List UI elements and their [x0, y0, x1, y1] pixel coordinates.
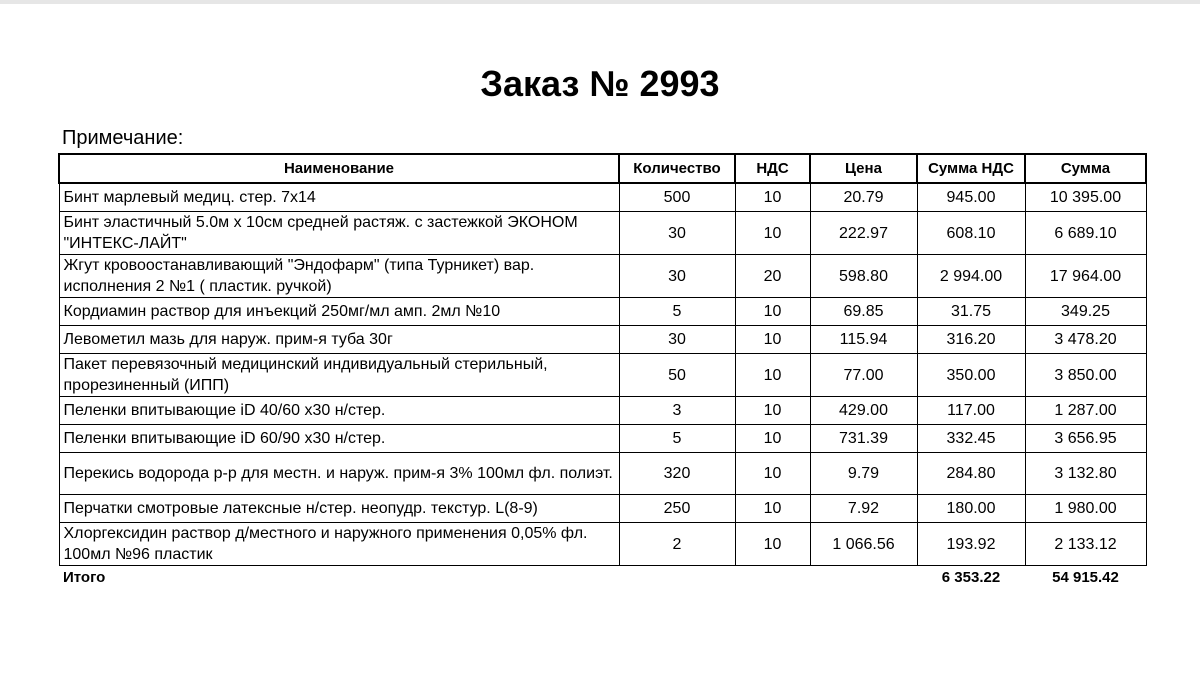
- cell-sum: 3 656.95: [1025, 425, 1146, 453]
- cell-sum: 1 980.00: [1025, 495, 1146, 523]
- cell-price: 598.80: [810, 255, 917, 298]
- cell-sum: 10 395.00: [1025, 183, 1146, 212]
- cell-sum: 2 133.12: [1025, 523, 1146, 566]
- cell-name: Хлоргексидин раствор д/местного и наружного применения 0,05% фл. 100мл №96 пластик: [59, 523, 619, 566]
- cell-name: Пеленки впитывающие iD 60/90 х30 н/стер.: [59, 425, 619, 453]
- table-row: [59, 183, 1146, 212]
- cell-vat-sum: 350.00: [917, 354, 1025, 397]
- cell-vat: 10: [735, 326, 810, 354]
- cell-vat-sum: 284.80: [917, 453, 1025, 495]
- table-row: [59, 523, 1146, 566]
- cell-quantity: 250: [619, 495, 735, 523]
- cell-vat-sum: 193.92: [917, 523, 1025, 566]
- header-quantity: Количество: [619, 154, 735, 183]
- header-price: Цена: [810, 154, 917, 183]
- cell-sum: 3 850.00: [1025, 354, 1146, 397]
- cell-vat: 10: [735, 495, 810, 523]
- cell-price: 1 066.56: [810, 523, 917, 566]
- cell-name: Пеленки впитывающие iD 40/60 х30 н/стер.: [59, 397, 619, 425]
- cell-quantity: 2: [619, 523, 735, 566]
- total-empty-cell: [810, 566, 917, 589]
- table-header-row: [59, 154, 1146, 183]
- header-name: Наименование: [59, 154, 619, 183]
- note-label: Примечание:: [62, 127, 184, 149]
- table-row: [59, 453, 1146, 495]
- cell-vat: 20: [735, 255, 810, 298]
- cell-vat: 10: [735, 298, 810, 326]
- cell-quantity: 30: [619, 212, 735, 255]
- order-table: [58, 153, 1147, 588]
- cell-quantity: 50: [619, 354, 735, 397]
- cell-vat: 10: [735, 453, 810, 495]
- cell-name: Пакет перевязочный медицинский индивидуальный стерильный, прорезиненный (ИПП): [59, 354, 619, 397]
- total-label: Итого: [59, 566, 619, 589]
- cell-quantity: 30: [619, 326, 735, 354]
- header-vat-sum: Сумма НДС: [917, 154, 1025, 183]
- cell-sum: 17 964.00: [1025, 255, 1146, 298]
- total-empty-cell: [619, 566, 735, 589]
- cell-vat: 10: [735, 183, 810, 212]
- cell-price: 731.39: [810, 425, 917, 453]
- cell-name: Перчатки смотровые латексные н/стер. неопудр. текстур. L(8-9): [59, 495, 619, 523]
- cell-vat-sum: 316.20: [917, 326, 1025, 354]
- table-row: [59, 397, 1146, 425]
- cell-price: 20.79: [810, 183, 917, 212]
- table-row: [59, 255, 1146, 298]
- table-row: [59, 495, 1146, 523]
- cell-sum: 6 689.10: [1025, 212, 1146, 255]
- cell-name: Перекись водорода р-р для местн. и наруж. прим-я 3% 100мл фл. полиэт.: [59, 453, 619, 495]
- cell-name: Левометил мазь для наруж. прим-я туба 30г: [59, 326, 619, 354]
- total-sum: 54 915.42: [1025, 566, 1146, 589]
- cell-vat-sum: 31.75: [917, 298, 1025, 326]
- table-row: [59, 425, 1146, 453]
- cell-name: Бинт эластичный 5.0м х 10см средней растяж. с застежкой ЭКОНОМ "ИНТЕКС-ЛАЙТ": [59, 212, 619, 255]
- cell-sum: 3 132.80: [1025, 453, 1146, 495]
- cell-price: 77.00: [810, 354, 917, 397]
- document-title: Заказ № 2993: [480, 63, 720, 104]
- cell-price: 69.85: [810, 298, 917, 326]
- cell-vat: 10: [735, 397, 810, 425]
- table-row: [59, 354, 1146, 397]
- cell-vat: 10: [735, 212, 810, 255]
- cell-vat: 10: [735, 354, 810, 397]
- cell-price: 115.94: [810, 326, 917, 354]
- total-vat-sum: 6 353.22: [917, 566, 1025, 589]
- table-row: [59, 326, 1146, 354]
- header-sum: Сумма: [1025, 154, 1146, 183]
- cell-quantity: 5: [619, 425, 735, 453]
- cell-vat-sum: 117.00: [917, 397, 1025, 425]
- cell-vat-sum: 332.45: [917, 425, 1025, 453]
- cell-quantity: 3: [619, 397, 735, 425]
- header-vat: НДС: [735, 154, 810, 183]
- cell-price: 9.79: [810, 453, 917, 495]
- total-row: [59, 566, 1146, 589]
- cell-vat-sum: 945.00: [917, 183, 1025, 212]
- cell-vat-sum: 180.00: [917, 495, 1025, 523]
- cell-sum: 349.25: [1025, 298, 1146, 326]
- table-row: [59, 212, 1146, 255]
- cell-price: 222.97: [810, 212, 917, 255]
- cell-vat: 10: [735, 425, 810, 453]
- table-row: [59, 298, 1146, 326]
- cell-price: 7.92: [810, 495, 917, 523]
- cell-quantity: 30: [619, 255, 735, 298]
- cell-price: 429.00: [810, 397, 917, 425]
- cell-quantity: 500: [619, 183, 735, 212]
- cell-vat-sum: 608.10: [917, 212, 1025, 255]
- total-empty-cell: [735, 566, 810, 589]
- cell-quantity: 320: [619, 453, 735, 495]
- cell-quantity: 5: [619, 298, 735, 326]
- cell-name: Жгут кровоостанавливающий "Эндофарм" (типа Турникет) вар. исполнения 2 №1 ( пластик. ручкой): [59, 255, 619, 298]
- top-border: [0, 0, 1200, 4]
- cell-name: Бинт марлевый медиц. стер. 7х14: [59, 183, 619, 212]
- cell-name: Кордиамин раствор для инъекций 250мг/мл амп. 2мл №10: [59, 298, 619, 326]
- cell-vat-sum: 2 994.00: [917, 255, 1025, 298]
- cell-sum: 3 478.20: [1025, 326, 1146, 354]
- cell-sum: 1 287.00: [1025, 397, 1146, 425]
- cell-vat: 10: [735, 523, 810, 566]
